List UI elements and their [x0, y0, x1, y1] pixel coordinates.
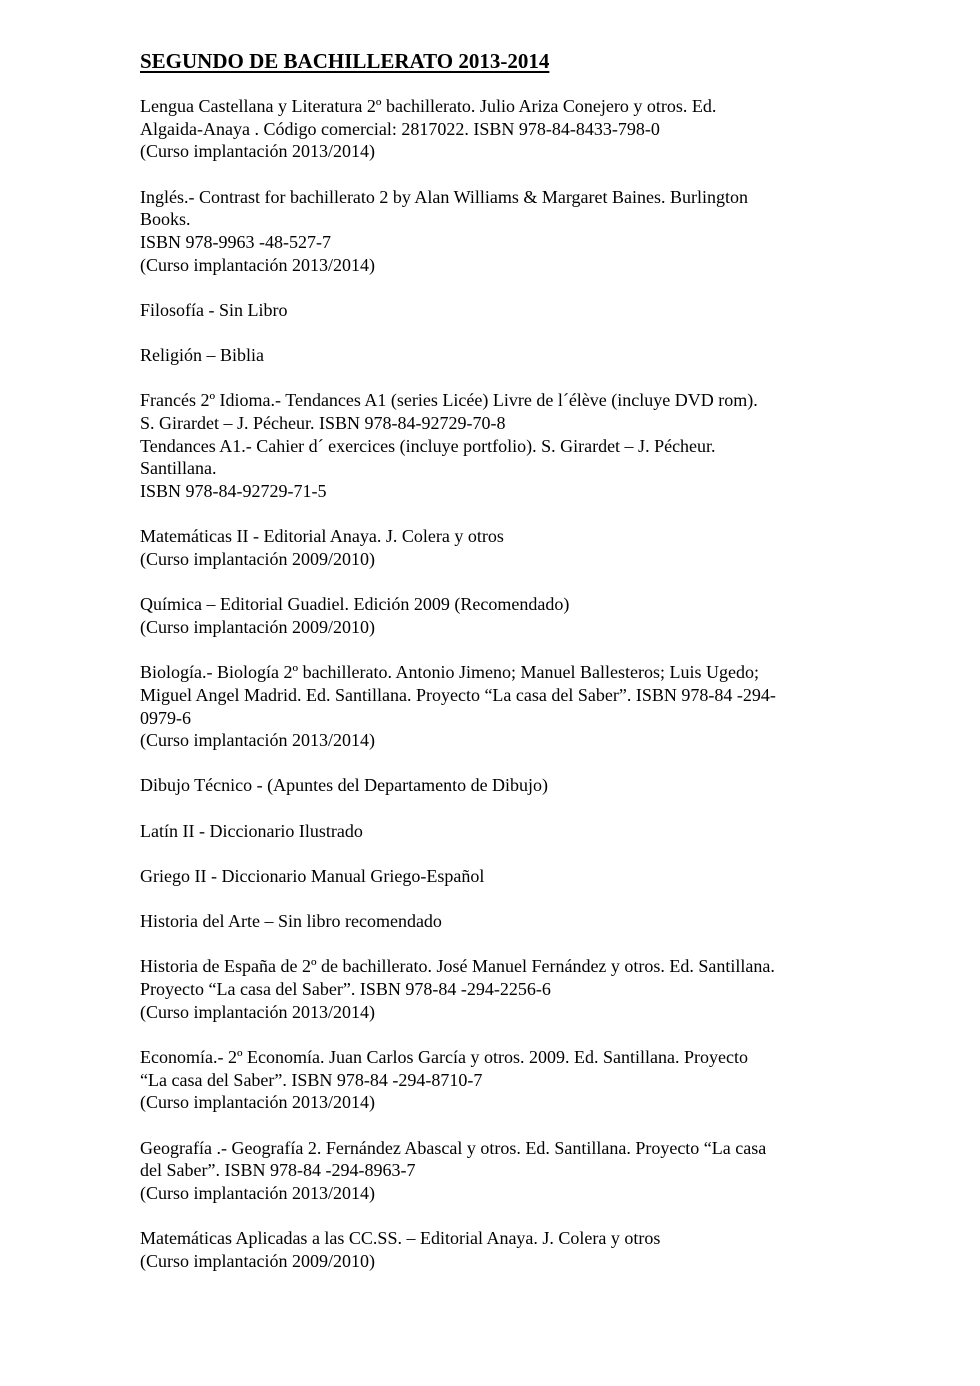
entry-line: (Curso implantación 2013/2014) [140, 1182, 375, 1203]
entry-line: Latín II - Diccionario Ilustrado [140, 820, 363, 841]
entry-line: del Saber”. ISBN 978-84 -294-8963-7 [140, 1160, 416, 1181]
book-list [140, 95, 860, 1273]
entry-line: Historia de España de 2º de bachillerato. José Manuel Fernández y otros. Ed. Santillana. [140, 956, 775, 977]
entry-line: (Curso implantación 2013/2014) [140, 1001, 375, 1022]
entry-line: (Curso implantación 2013/2014) [140, 141, 375, 162]
entry-line: Matemáticas Aplicadas a las CC.SS. – Editorial Anaya. J. Colera y otros [140, 1228, 661, 1249]
book-entry [140, 865, 860, 888]
book-entry [140, 344, 860, 367]
entry-line: Lengua Castellana y Literatura 2º bachillerato. Julio Ariza Conejero y otros. Ed. [140, 96, 717, 116]
entry-line: Francés 2º Idioma.- Tendances A1 (series Licée) Livre de l´élève (incluye DVD rom). [140, 390, 758, 411]
entry-line: Griego II - Diccionario Manual Griego-Español [140, 865, 485, 886]
entry-line: Química – Editorial Guadiel. Edición 2009 (Recomendado) [140, 594, 570, 615]
book-entry [140, 661, 860, 752]
entry-line: Santillana. [140, 458, 217, 479]
entry-line: Economía.- 2º Economía. Juan Carlos García y otros. 2009. Ed. Santillana. Proyecto [140, 1046, 748, 1067]
entry-line: 0979-6 [140, 707, 191, 728]
entry-line: Historia del Arte – Sin libro recomendado [140, 911, 442, 932]
book-entry [140, 525, 860, 570]
book-entry [140, 1227, 860, 1272]
book-entry [140, 955, 860, 1023]
entry-line: Religión – Biblia [140, 345, 264, 366]
entry-line: Dibujo Técnico - (Apuntes del Departamento de Dibujo) [140, 775, 549, 796]
entry-line: Filosofía - Sin Libro [140, 299, 288, 320]
book-entry [140, 186, 860, 277]
entry-line: (Curso implantación 2013/2014) [140, 1092, 375, 1113]
entry-line: (Curso implantación 2009/2010) [140, 549, 375, 570]
book-entry [140, 1046, 860, 1114]
book-entry [140, 1137, 860, 1205]
entry-line: Miguel Angel Madrid. Ed. Santillana. Proyecto “La casa del Saber”. ISBN 978-84 -294- [140, 684, 776, 705]
entry-line: ISBN 978-84-92729-71-5 [140, 481, 327, 502]
entry-line: Books. [140, 209, 191, 230]
entry-line: “La casa del Saber”. ISBN 978-84 -294-8710-7 [140, 1069, 483, 1090]
book-entry [140, 389, 860, 503]
book-entry [140, 299, 860, 322]
book-entry [140, 593, 860, 638]
book-entry [140, 820, 860, 843]
document-page [140, 47, 860, 1295]
entry-line: Geografía .- Geografía 2. Fernández Abascal y otros. Ed. Santillana. Proyecto “La casa [140, 1137, 767, 1158]
book-entry [140, 910, 860, 933]
book-entry [140, 774, 860, 797]
entry-line: Matemáticas II - Editorial Anaya. J. Colera y otros [140, 526, 504, 547]
document-title: SEGUNDO DE BACHILLERATO 2013-2014 [140, 49, 550, 73]
entry-line: Algaida-Anaya . Código comercial: 2817022. ISBN 978-84-8433-798-0 [140, 118, 660, 139]
entry-line: ISBN 978-9963 -48-527-7 [140, 232, 331, 253]
entry-line: Proyecto “La casa del Saber”. ISBN 978-84 -294-2256-6 [140, 978, 551, 999]
entry-line: (Curso implantación 2009/2010) [140, 1250, 375, 1271]
entry-line: Inglés.- Contrast for bachillerato 2 by Alan Williams & Margaret Baines. Burlington [140, 186, 748, 207]
entry-line: Biología.- Biología 2º bachillerato. Antonio Jimeno; Manuel Ballesteros; Luis Ugedo; [140, 662, 759, 683]
entry-line: Tendances A1.- Cahier d´ exercices (incluye portfolio). S. Girardet – J. Pécheur. [140, 435, 716, 456]
entry-line: S. Girardet – J. Pécheur. ISBN 978-84-92729-70-8 [140, 413, 506, 434]
entry-line: (Curso implantación 2013/2014) [140, 730, 375, 751]
book-entry [140, 95, 860, 163]
entry-line: (Curso implantación 2009/2010) [140, 616, 375, 637]
entry-line: (Curso implantación 2013/2014) [140, 254, 375, 275]
